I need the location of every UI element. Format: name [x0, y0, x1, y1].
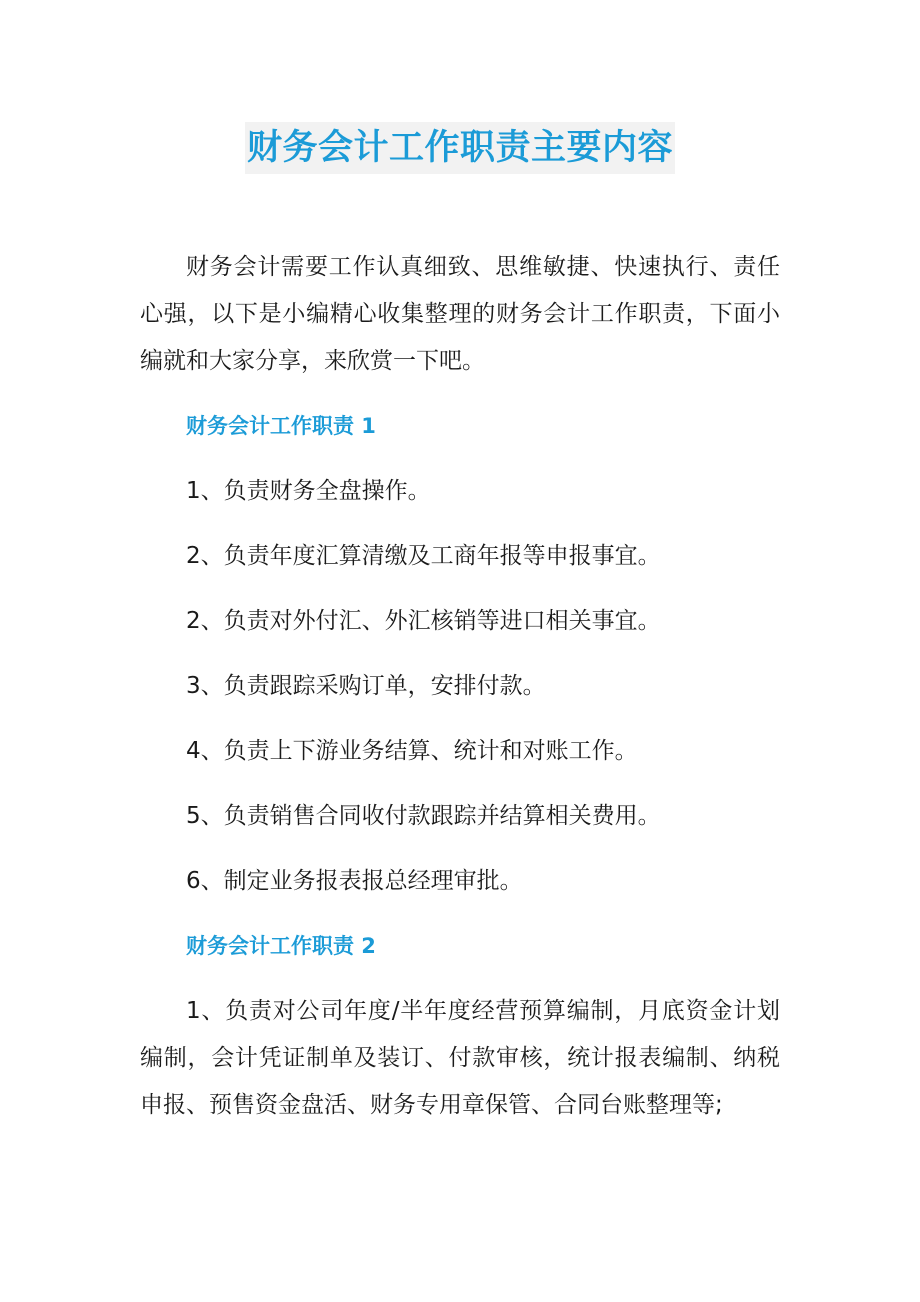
document-body	[140, 244, 780, 1147]
section-1-heading: 财务会计工作职责 1	[186, 414, 376, 438]
section-1-item-7: 6、制定业务报表报总经理审批。	[186, 868, 523, 894]
page-title: 财务会计工作职责主要内容	[245, 122, 675, 174]
title-wrap	[0, 122, 920, 174]
section-1-item-5: 4、负责上下游业务结算、统计和对账工作。	[186, 738, 638, 764]
section-1-item-3: 2、负责对外付汇、外汇核销等进口相关事宜。	[186, 608, 661, 634]
section-2-item-1: 1、负责对公司年度/半年度经营预算编制，月底资金计划编制，会计凭证制单及装订、付款审核，统计报表编制、纳税申报、预售资金盘活、财务专用章保管、合同台账整理等;	[140, 998, 780, 1118]
section-2-heading: 财务会计工作职责 2	[186, 934, 376, 958]
section-1-item-4: 3、负责跟踪采购订单，安排付款。	[186, 673, 546, 699]
section-1-item-6: 5、负责销售合同收付款跟踪并结算相关费用。	[186, 803, 661, 829]
section-1-item-2: 2、负责年度汇算清缴及工商年报等申报事宜。	[186, 543, 661, 569]
section-1-item-1: 1、负责财务全盘操作。	[186, 478, 431, 504]
intro-paragraph: 财务会计需要工作认真细致、思维敏捷、快速执行、责任心强，以下是小编精心收集整理的财务会计工作职责，下面小编就和大家分享，来欣赏一下吧。	[140, 254, 780, 374]
